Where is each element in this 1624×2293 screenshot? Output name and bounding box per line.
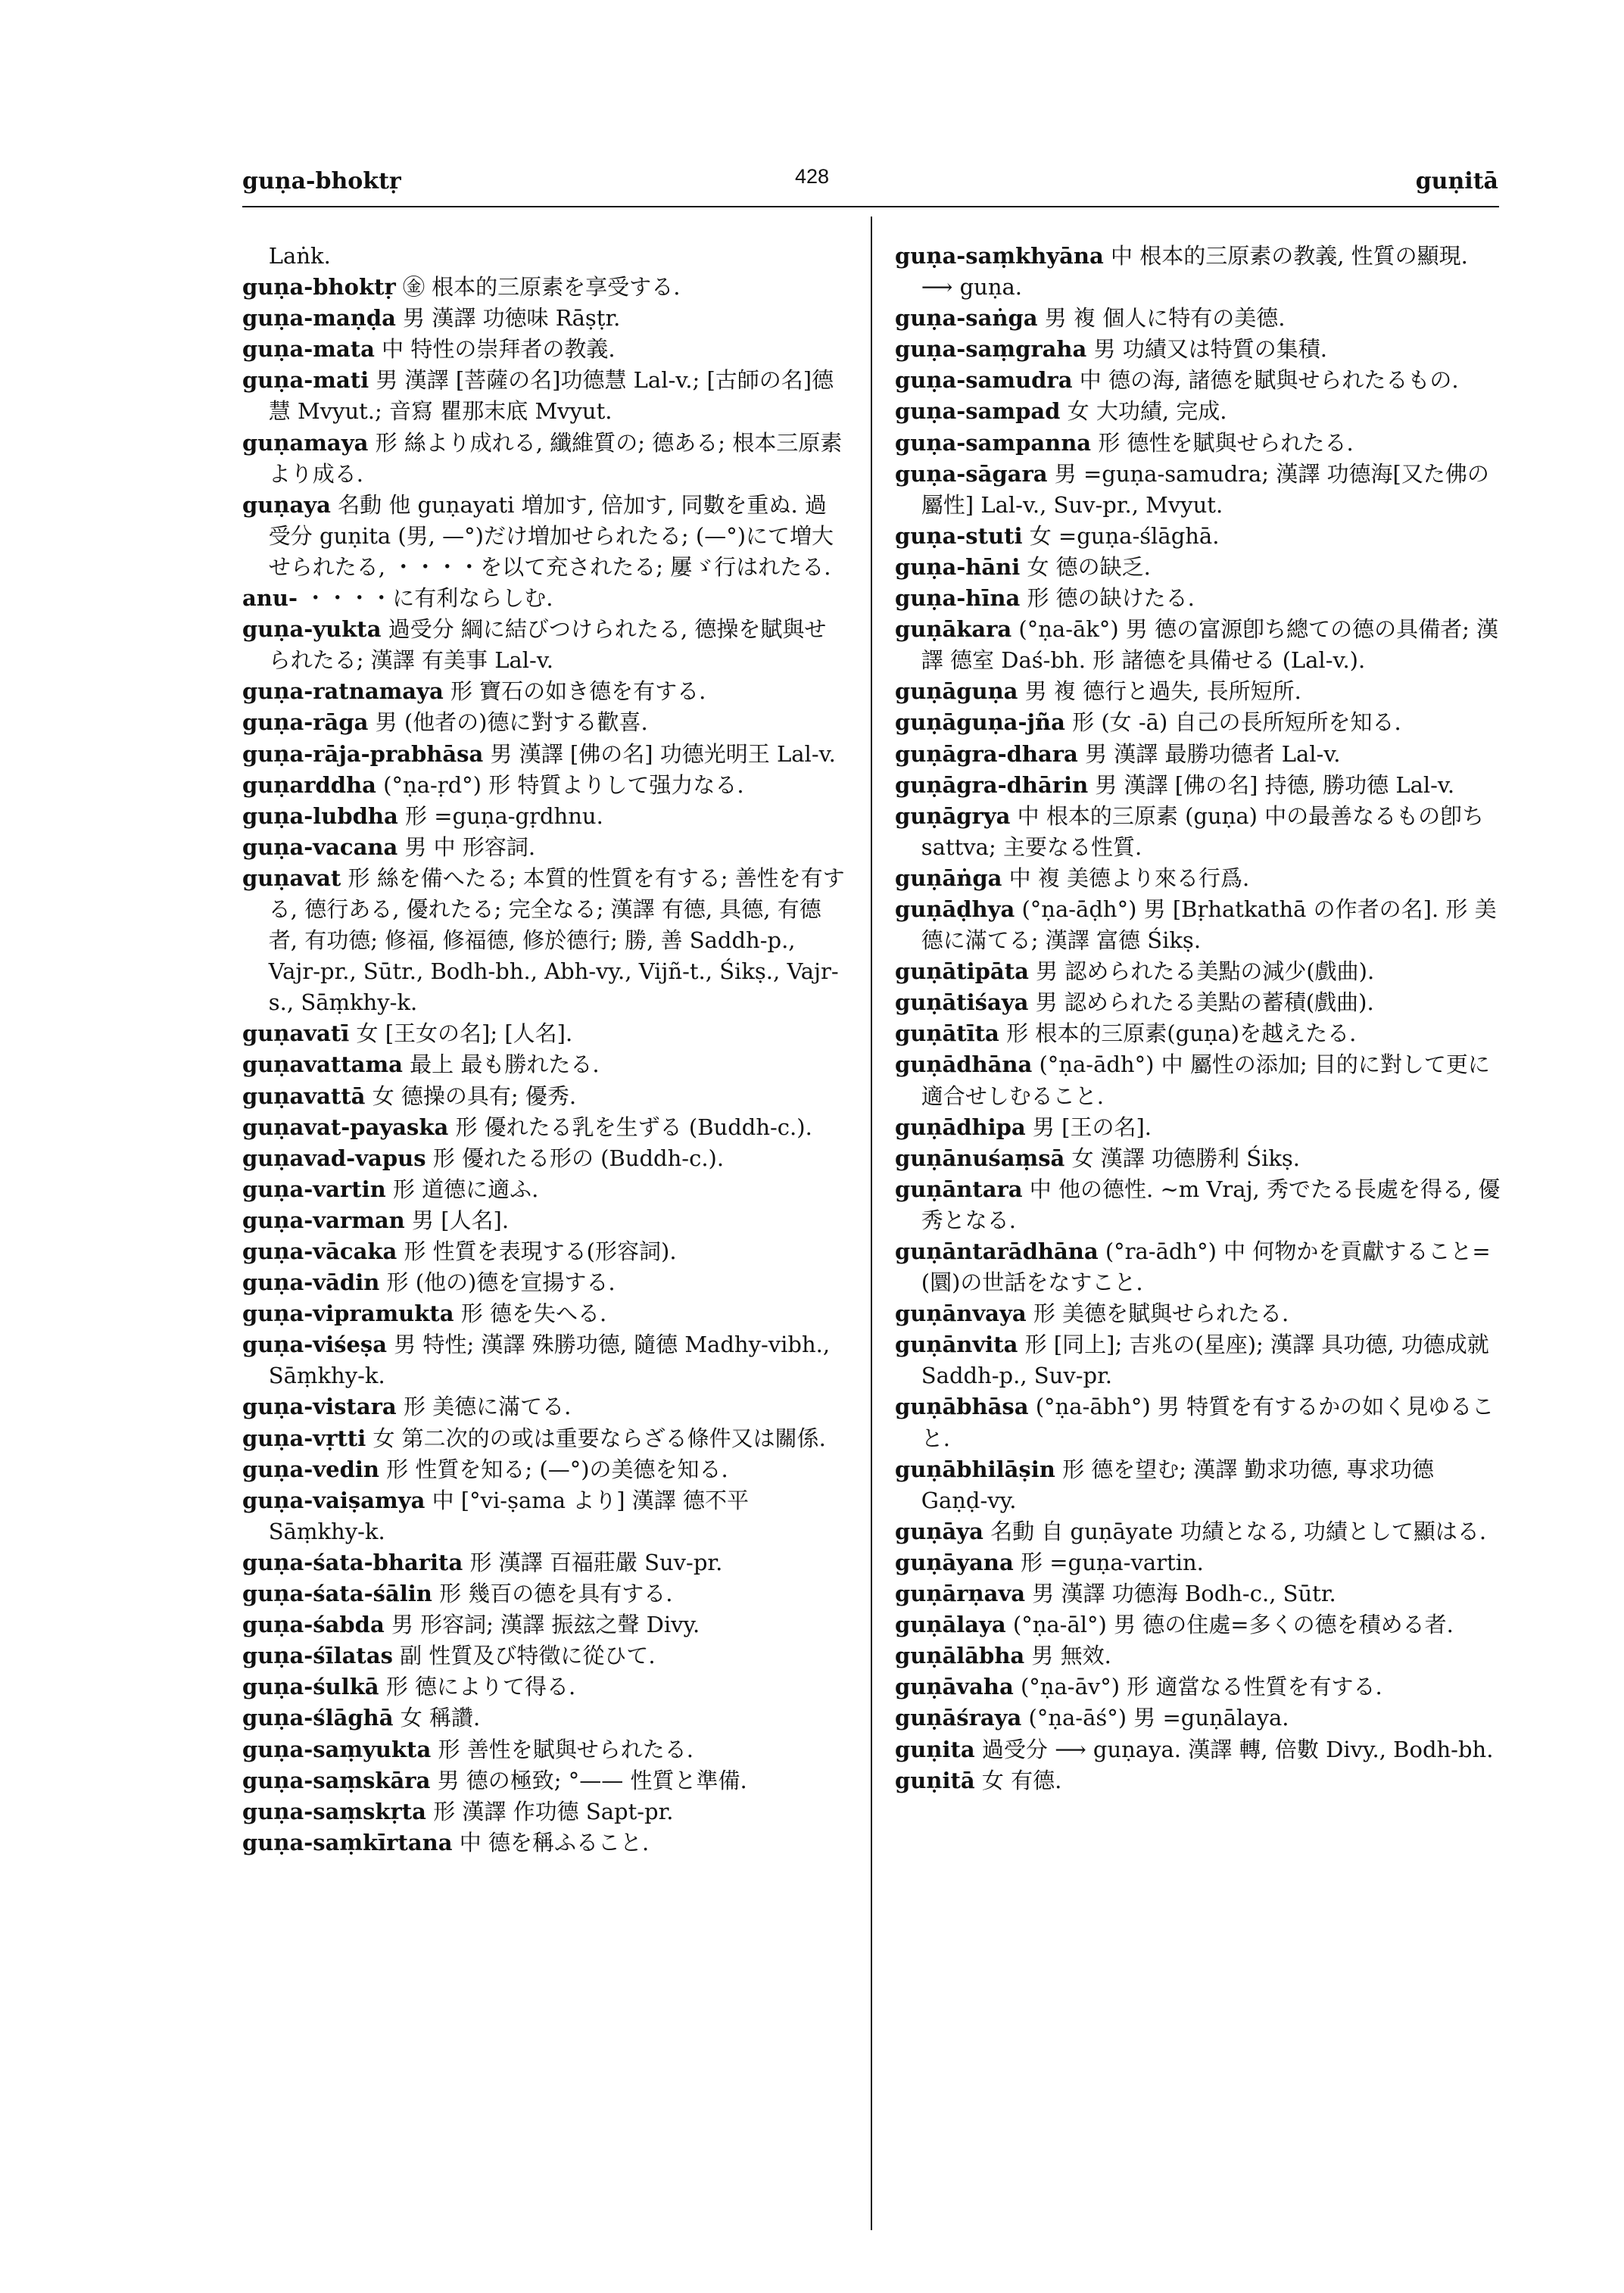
entry-definition: 形 根本的三原素(guṇa)を越えたる. xyxy=(1006,1020,1357,1047)
dictionary-entry xyxy=(242,1827,846,1858)
entry-definition: 男 形容詞; 漢譯 振玆之聲 Divy. xyxy=(391,1612,700,1638)
entry-headword: guṇābhilāṣin xyxy=(895,1456,1055,1482)
entry-definition: 女 第二次的の或は重要ならざる條件又は關係. xyxy=(372,1425,826,1451)
dictionary-entry xyxy=(895,1391,1501,1453)
dictionary-entry xyxy=(895,1049,1501,1111)
entry-definition: 副 性質及び特徵に從ひて. xyxy=(400,1643,656,1669)
dictionary-entry xyxy=(895,1671,1501,1703)
entry-headword: guṇavattama xyxy=(242,1051,403,1078)
entry-headword: guṇa-vedin xyxy=(242,1456,379,1482)
entry-headword: guṇāśraya xyxy=(895,1705,1022,1731)
dictionary-entry xyxy=(242,1703,846,1734)
entry-definition: 形 絲を備へたる; 本質的性質を有する; 善性を有する, 德行ある, 優れたる; 完全なる; 漢譯 有德, 具德, 有德者, 有功德; 修福, 修福德, 修於德行; 勝, 善 Saddh-p., Vajr-pr., Sūtr., Bodh-bh., Abh-vy., Vijñ-t., Śikṣ., Vajr-s., Sāṃkhy-k. xyxy=(268,865,845,1016)
dictionary-entry xyxy=(895,739,1501,770)
entry-headword: guṇa-vaiṣamya xyxy=(242,1487,425,1513)
dictionary-entry xyxy=(895,863,1501,894)
entry-headword: guṇa-yukta xyxy=(242,616,382,643)
entry-headword: guṇa-mati xyxy=(242,367,369,394)
entry-definition: 女 德操の具有; 優秀. xyxy=(372,1083,577,1109)
dictionary-entry xyxy=(242,863,846,1018)
entry-headword: guṇavat xyxy=(242,865,341,891)
entry-headword: guṇāgrya xyxy=(895,802,1011,829)
entry-definition: 最上 最も勝れたる. xyxy=(410,1051,600,1078)
entry-definition: 形 幾百の德を具有する. xyxy=(439,1581,673,1607)
left-column xyxy=(242,241,846,1858)
dictionary-entry xyxy=(242,1609,846,1640)
entry-headword: guṇāḍhya xyxy=(895,896,1015,922)
entry-definition: 男 漢譯 [佛の名] 功德光明王 Lal-v. xyxy=(490,740,836,767)
page-number: 428 xyxy=(794,165,830,188)
dictionary-entry xyxy=(242,428,846,490)
entry-definition: 中 複 美德より來る行爲. xyxy=(1008,865,1250,891)
dictionary-entry xyxy=(895,241,1501,303)
dictionary-entry xyxy=(895,1703,1501,1734)
entry-definition: (°ra-ādh°) 中 何物かを貢獻すること=(圜)の世話をなすこと. xyxy=(921,1238,1491,1296)
entry-definition: (°ṇa-āk°) 男 德の富源卽ち總ての德の具備者; 漢譯 德室 Daś-bh. 形 諸德を具備せる (Lal-v.). xyxy=(921,616,1499,674)
dictionary-entry xyxy=(242,832,846,863)
dictionary-entry xyxy=(242,1205,846,1236)
dictionary-entry xyxy=(895,801,1501,863)
entry-headword: guṇa-saṃskāra xyxy=(242,1767,431,1793)
entry-definition: 形 德を望む; 漢譯 勤求功德, 專求功德 Gaṇḍ-vy. xyxy=(921,1456,1434,1513)
entry-headword: guṇāvaha xyxy=(895,1674,1014,1700)
entry-headword: guṇātīta xyxy=(895,1020,999,1047)
entry-definition: 形 (女 -ā) 自己の長所短所を知る. xyxy=(1072,709,1401,736)
entry-definition: 男 漢譯 功德海 Bodh-c., Sūtr. xyxy=(1032,1581,1336,1607)
dictionary-entry xyxy=(895,1329,1501,1391)
dictionary-entry xyxy=(895,1578,1501,1609)
entry-definition: 中 根本的三原素の教義, 性質の顯現. ⟶ guṇa. xyxy=(921,243,1468,301)
entry-headword: guṇa-śabda xyxy=(242,1612,385,1638)
dictionary-entry xyxy=(242,739,846,770)
dictionary-entry xyxy=(242,1329,846,1391)
entry-headword: guṇa-śīlatas xyxy=(242,1643,393,1669)
dictionary-entry xyxy=(895,1516,1501,1547)
entry-headword: guṇa-bhoktṛ xyxy=(242,274,396,301)
entry-headword: guṇa-vṛtti xyxy=(242,1425,366,1451)
dictionary-entry xyxy=(895,396,1501,427)
entry-definition: 女 德の缺乏. xyxy=(1027,553,1151,580)
entry-headword: guṇa-mata xyxy=(242,336,375,363)
dictionary-entry xyxy=(895,1547,1501,1578)
dictionary-entry xyxy=(242,801,846,832)
entry-definition: 形 優れたる形の (Buddh-c.). xyxy=(432,1145,725,1171)
dictionary-entry xyxy=(242,1267,846,1298)
entry-definition: 男 =guṇa-samudra; 漢譯 功德海[又た佛の屬性] Lal-v., Suv-pr., Mvyut. xyxy=(921,460,1489,518)
entry-definition: 男 功績又は特質の集積. xyxy=(1093,336,1327,363)
dictionary-entry xyxy=(242,1547,846,1578)
dictionary-entry xyxy=(895,1640,1501,1671)
dictionary-entry xyxy=(895,707,1501,738)
entry-headword: guṇātiśaya xyxy=(895,989,1029,1016)
entry-headword: guṇitā xyxy=(895,1767,975,1793)
dictionary-entry xyxy=(895,1112,1501,1143)
entry-headword: guṇavat-payaska xyxy=(242,1114,449,1140)
dictionary-entry xyxy=(242,1018,846,1049)
entry-headword: guṇa-sampad xyxy=(895,398,1061,425)
entry-definition: 男 漢譯 功徳味 Rāṣṭr. xyxy=(403,305,621,332)
entry-definition: 男 複 個人に特有の美德. xyxy=(1044,305,1286,332)
entry-definition: (°ṇa-āś°) 男 =guṇālaya. xyxy=(1028,1705,1289,1731)
entry-headword: guṇa-śulkā xyxy=(242,1674,379,1700)
entry-headword: guṇānuśaṃsā xyxy=(895,1145,1065,1171)
entry-definition: 形 漢譯 百福莊嚴 Suv-pr. xyxy=(469,1549,723,1575)
entry-definition: 女 稱讚. xyxy=(400,1705,481,1731)
dictionary-entry xyxy=(895,1018,1501,1049)
dictionary-entry xyxy=(242,365,846,427)
entry-definition: 男 認められたる美點の蓄積(戲曲). xyxy=(1035,989,1374,1016)
entry-headword: guṇa-sampanna xyxy=(895,429,1092,456)
dictionary-entry xyxy=(242,303,846,334)
dictionary-entry xyxy=(242,1671,846,1703)
entry-definition: 形 德によりて得る. xyxy=(385,1674,576,1700)
dictionary-entry xyxy=(895,428,1501,459)
entry-headword: guṇāya xyxy=(895,1518,983,1544)
entry-definition: 形 美德に滿てる. xyxy=(403,1394,572,1420)
entry-headword: guṇa-saṃyukta xyxy=(242,1736,432,1762)
entry-headword: guṇamaya xyxy=(242,429,369,456)
entry-headword: guṇa-śata-śālin xyxy=(242,1581,432,1607)
entry-headword: guṇa-saṃgraha xyxy=(895,336,1087,363)
dictionary-entry xyxy=(895,1454,1501,1516)
entry-definition: 形 德の缺けたる. xyxy=(1027,585,1195,612)
entry-definition: 男 德の極致; °—— 性質と準備. xyxy=(437,1767,747,1793)
entry-headword: guṇa-saṃkhyāna xyxy=(895,243,1104,269)
dictionary-entry xyxy=(242,1423,846,1454)
header-rule xyxy=(242,206,1499,207)
entry-definition: ㊎ 根本的三原素を享受する. xyxy=(402,274,681,301)
entry-headword: guṇa-viśeṣa xyxy=(242,1332,388,1358)
dictionary-entry xyxy=(895,1765,1501,1796)
entry-headword: guṇāntara xyxy=(895,1176,1023,1202)
entry-headword: guṇātipāta xyxy=(895,958,1029,985)
entry-definition: 中 根本的三原素 (guṇa) 中の最善なるもの卽ち sattva; 主要なる性質. xyxy=(921,802,1485,860)
entry-definition: 形 =guṇa-vartin. xyxy=(1020,1549,1204,1575)
entry-definition: 名動 自 guṇāyate 功績となる, 功績として顯はる. xyxy=(990,1518,1487,1544)
dictionary-entry xyxy=(895,1609,1501,1640)
entry-headword: guṇābhāsa xyxy=(895,1394,1029,1420)
entry-headword: guṇaya xyxy=(242,491,331,518)
entry-headword: guṇa-vādin xyxy=(242,1270,380,1296)
entry-headword: guṇākara xyxy=(895,616,1012,643)
dictionary-entry xyxy=(895,459,1501,521)
dictionary-entry xyxy=(895,1236,1501,1298)
dictionary-entry xyxy=(242,1174,846,1205)
entry-definition: 形 德を失へる. xyxy=(460,1301,607,1327)
entry-headword: anu- xyxy=(242,585,298,612)
entry-headword: guṇa-vipramukta xyxy=(242,1301,454,1327)
entry-definition: 男 特性; 漢譯 殊勝功德, 隨德 Madhy-vibh., Sāṃkhy-k. xyxy=(268,1332,831,1389)
dictionary-entry xyxy=(895,303,1501,334)
entry-headword: guṇādhāna xyxy=(895,1051,1033,1078)
entry-definition: 男 (他者の)德に對する歡喜. xyxy=(375,709,648,736)
entry-headword: guṇāguṇa-jña xyxy=(895,709,1065,736)
dictionary-entry xyxy=(242,490,846,583)
dictionary-entry xyxy=(242,614,846,676)
dictionary-entry xyxy=(895,552,1501,583)
dictionary-entry xyxy=(242,1640,846,1671)
entry-headword: guṇa-varman xyxy=(242,1207,405,1233)
entry-headword: guṇavatī xyxy=(242,1020,350,1047)
entry-definition: 男 [人名]. xyxy=(411,1207,510,1233)
entry-headword: guṇāntarādhāna xyxy=(895,1238,1099,1264)
entry-definition: 形 美德を賦與せられたる. xyxy=(1033,1301,1289,1327)
entry-definition: 女 大功績, 完成. xyxy=(1067,398,1227,425)
entry-definition: (°ṇa-āḍh°) 男 [Bṛhatkathā の作者の名]. 形 美德に滿てる; 漢譯 富德 Śikṣ. xyxy=(921,896,1497,954)
entry-definition: 女 漢譯 功德勝利 Śikṣ. xyxy=(1071,1145,1301,1171)
entry-headword: guṇāgra-dhārin xyxy=(895,771,1089,798)
entry-headword: guṇa-saṃskṛta xyxy=(242,1798,426,1824)
entry-definition: 形 [同上]; 吉兆の(星座); 漢譯 具功德, 功德成就 Saddh-p., Suv-pr. xyxy=(921,1332,1489,1389)
entry-definition: (°ṇa-āv°) 形 適當なる性質を有する. xyxy=(1020,1674,1382,1700)
entry-headword: guṇālābha xyxy=(895,1643,1025,1669)
entry-definition: ・・・・に有利ならしむ. xyxy=(304,585,553,612)
entry-definition: 中 他の德性. ∼m Vraj, 秀でたる長處を得る, 優秀となる. xyxy=(921,1176,1501,1233)
entry-definition: 形 善性を賦與せられたる. xyxy=(438,1736,694,1762)
dictionary-entry xyxy=(242,1796,846,1827)
entry-definition: Laṅk. xyxy=(268,243,331,269)
column-divider xyxy=(871,217,872,2230)
entry-headword: guṇa-vistara xyxy=(242,1394,397,1420)
entry-headword: guṇa-maṇḍa xyxy=(242,305,396,332)
entry-definition: 形 (他の)德を宣揚する. xyxy=(386,1270,616,1296)
entry-definition: 中 特性の崇拜者の教義. xyxy=(382,336,616,363)
dictionary-entry xyxy=(895,583,1501,614)
entry-headword: guṇāṅga xyxy=(895,865,1002,891)
dictionary-entry xyxy=(242,1143,846,1174)
entry-definition: 形 道德に適ふ. xyxy=(392,1176,539,1202)
entry-headword: guṇa-saṅga xyxy=(895,305,1038,332)
dictionary-entry xyxy=(242,1765,846,1796)
entry-definition: 過受分 ⟶ guṇaya. 漢譯 轉, 倍數 Divy., Bodh-bh. xyxy=(981,1736,1494,1762)
entry-definition: 形 漢譯 作功德 Sapt-pr. xyxy=(433,1798,674,1824)
running-head-right: guṇitā xyxy=(1415,168,1498,195)
dictionary-entry xyxy=(895,1734,1501,1765)
dictionary-entry xyxy=(242,1049,846,1080)
entry-definition: 女 =guṇa-ślāghā. xyxy=(1029,522,1220,549)
dictionary-entry xyxy=(242,1298,846,1329)
entry-headword: guṇa-vācaka xyxy=(242,1238,397,1264)
entry-headword: guṇādhipa xyxy=(895,1114,1026,1140)
dictionary-entry xyxy=(242,1112,846,1143)
entry-definition: 形 寶石の如き德を有する. xyxy=(450,678,706,705)
entry-headword: guṇa-stuti xyxy=(895,522,1023,549)
dictionary-entry xyxy=(242,676,846,707)
dictionary-entry xyxy=(895,334,1501,365)
entry-definition: 形 性質を表現する(形容詞). xyxy=(404,1238,677,1264)
entry-headword: guṇa-ratnamaya xyxy=(242,678,444,705)
dictionary-entry xyxy=(895,1298,1501,1329)
dictionary-entry xyxy=(895,956,1501,987)
entry-headword: guṇa-saṃkīrtana xyxy=(242,1829,453,1855)
dictionary-entry xyxy=(895,365,1501,396)
right-column xyxy=(895,241,1501,1796)
dictionary-entry xyxy=(242,1081,846,1112)
dictionary-entry xyxy=(242,583,846,614)
entry-definition: 名動 他 guṇayati 増加す, 倍加す, 同數を重ぬ. 過受分 guṇita (男, —°)だけ増加せられたる; (—°)にて増大せられたる, ・・・・を以て充されたる; 屢ゞ行はれたる. xyxy=(268,491,834,580)
entry-headword: guṇarddha xyxy=(242,771,376,798)
entry-headword: guṇa-rāga xyxy=(242,709,369,736)
entry-definition: 形 德性を賦與せられたる. xyxy=(1098,429,1354,456)
entry-definition: (°ṇa-ādh°) 中 屬性の添加; 目的に對して更に適合せしむること. xyxy=(921,1051,1490,1109)
dictionary-entry xyxy=(895,987,1501,1018)
entry-definition: 男 認められたる美點の減少(戲曲). xyxy=(1036,958,1375,985)
dictionary-entry xyxy=(242,707,846,738)
entry-headword: guṇa-hīna xyxy=(895,585,1021,612)
dictionary-entry xyxy=(242,1454,846,1485)
dictionary-entry xyxy=(895,1174,1501,1236)
dictionary-entry xyxy=(242,1485,846,1547)
dictionary-entry xyxy=(242,334,846,365)
entry-definition: 女 [王女の名]; [人名]. xyxy=(356,1020,573,1047)
entry-headword: guṇāyana xyxy=(895,1549,1014,1575)
dictionary-entry xyxy=(242,1578,846,1609)
entry-headword: guṇa-rāja-prabhāsa xyxy=(242,740,484,767)
entry-headword: guṇānvaya xyxy=(895,1301,1027,1327)
entry-definition: 形 絲より成れる, 纖維質の; 德ある; 根本三原素より成る. xyxy=(268,429,843,487)
entry-headword: guṇita xyxy=(895,1736,975,1762)
entry-headword: guṇa-ślāghā xyxy=(242,1705,394,1731)
dictionary-entry xyxy=(242,1734,846,1765)
entry-definition: (°ṇa-ābh°) 男 特質を有するかの如く見ゆること. xyxy=(921,1394,1495,1451)
entry-definition: 男 漢譯 [菩薩の名]功德慧 Lal-v.; [古師の名]德慧 Mvyut.; 音寫 瞿那末底 Mvyut. xyxy=(268,367,834,425)
entry-definition: 男 漢譯 最勝功德者 Lal-v. xyxy=(1085,740,1341,767)
entry-headword: guṇa-hāni xyxy=(895,553,1021,580)
dictionary-entry xyxy=(242,770,846,801)
entry-headword: guṇa-śata-bharita xyxy=(242,1549,463,1575)
entry-definition: (°ṇa-ṛd°) 形 特質よりして强力なる. xyxy=(383,771,744,798)
entry-headword: guṇa-sāgara xyxy=(895,460,1048,487)
entry-headword: guṇārṇava xyxy=(895,1581,1026,1607)
entry-headword: guṇānvita xyxy=(895,1332,1018,1358)
entry-definition: 中 德の海, 諸德を賦與せられたるもの. xyxy=(1079,367,1459,394)
entry-definition: 中 德を稱ふること. xyxy=(459,1829,650,1855)
entry-definition: 形 優れたる乳を生ずる (Buddh-c.). xyxy=(455,1114,812,1140)
dictionary-entry xyxy=(895,521,1501,552)
dictionary-entry xyxy=(242,1391,846,1422)
entry-definition: 男 複 德行と過失, 長所短所. xyxy=(1024,678,1301,705)
dictionary-entry xyxy=(242,241,846,272)
entry-definition: 男 中 形容詞. xyxy=(404,833,536,860)
entry-definition: 中 [°vi-ṣama より] 漢譯 德不平 Sāṃkhy-k. xyxy=(268,1487,750,1544)
entry-definition: 男 漢譯 [佛の名] 持德, 勝功德 Lal-v. xyxy=(1095,771,1455,798)
entry-headword: guṇa-lubdha xyxy=(242,802,398,829)
entry-headword: guṇa-samudra xyxy=(895,367,1073,394)
dictionary-entry xyxy=(242,1236,846,1267)
dictionary-entry xyxy=(895,614,1501,676)
dictionary-entry xyxy=(895,1143,1501,1174)
entry-definition: 過受分 綱に結びつけられたる, 德操を賦與せられたる; 漢譯 有美事 Lal-v. xyxy=(268,616,827,674)
entry-headword: guṇavad-vapus xyxy=(242,1145,426,1171)
entry-definition: 男 無效. xyxy=(1031,1643,1111,1669)
entry-definition: 男 [王の名]. xyxy=(1032,1114,1152,1140)
entry-definition: 形 =guṇa-gṛdhnu. xyxy=(405,802,603,829)
entry-headword: guṇāguṇa xyxy=(895,678,1018,705)
entry-definition: (°ṇa-āl°) 男 德の住處=多くの德を積める者. xyxy=(1012,1612,1454,1638)
dictionary-entry xyxy=(895,676,1501,707)
dictionary-entry xyxy=(895,894,1501,956)
entry-headword: guṇālaya xyxy=(895,1612,1006,1638)
entry-headword: guṇāgra-dhara xyxy=(895,740,1078,767)
entry-definition: 形 性質を知る; (—°)の美德を知る. xyxy=(386,1456,728,1482)
dictionary-entry xyxy=(242,272,846,303)
entry-headword: guṇa-vacana xyxy=(242,833,398,860)
entry-definition: 女 有德. xyxy=(981,1767,1062,1793)
dictionary-entry xyxy=(895,770,1501,801)
entry-headword: guṇavattā xyxy=(242,1083,366,1109)
entry-headword: guṇa-vartin xyxy=(242,1176,386,1202)
running-head-left: guṇa-bhoktṛ xyxy=(242,168,401,195)
